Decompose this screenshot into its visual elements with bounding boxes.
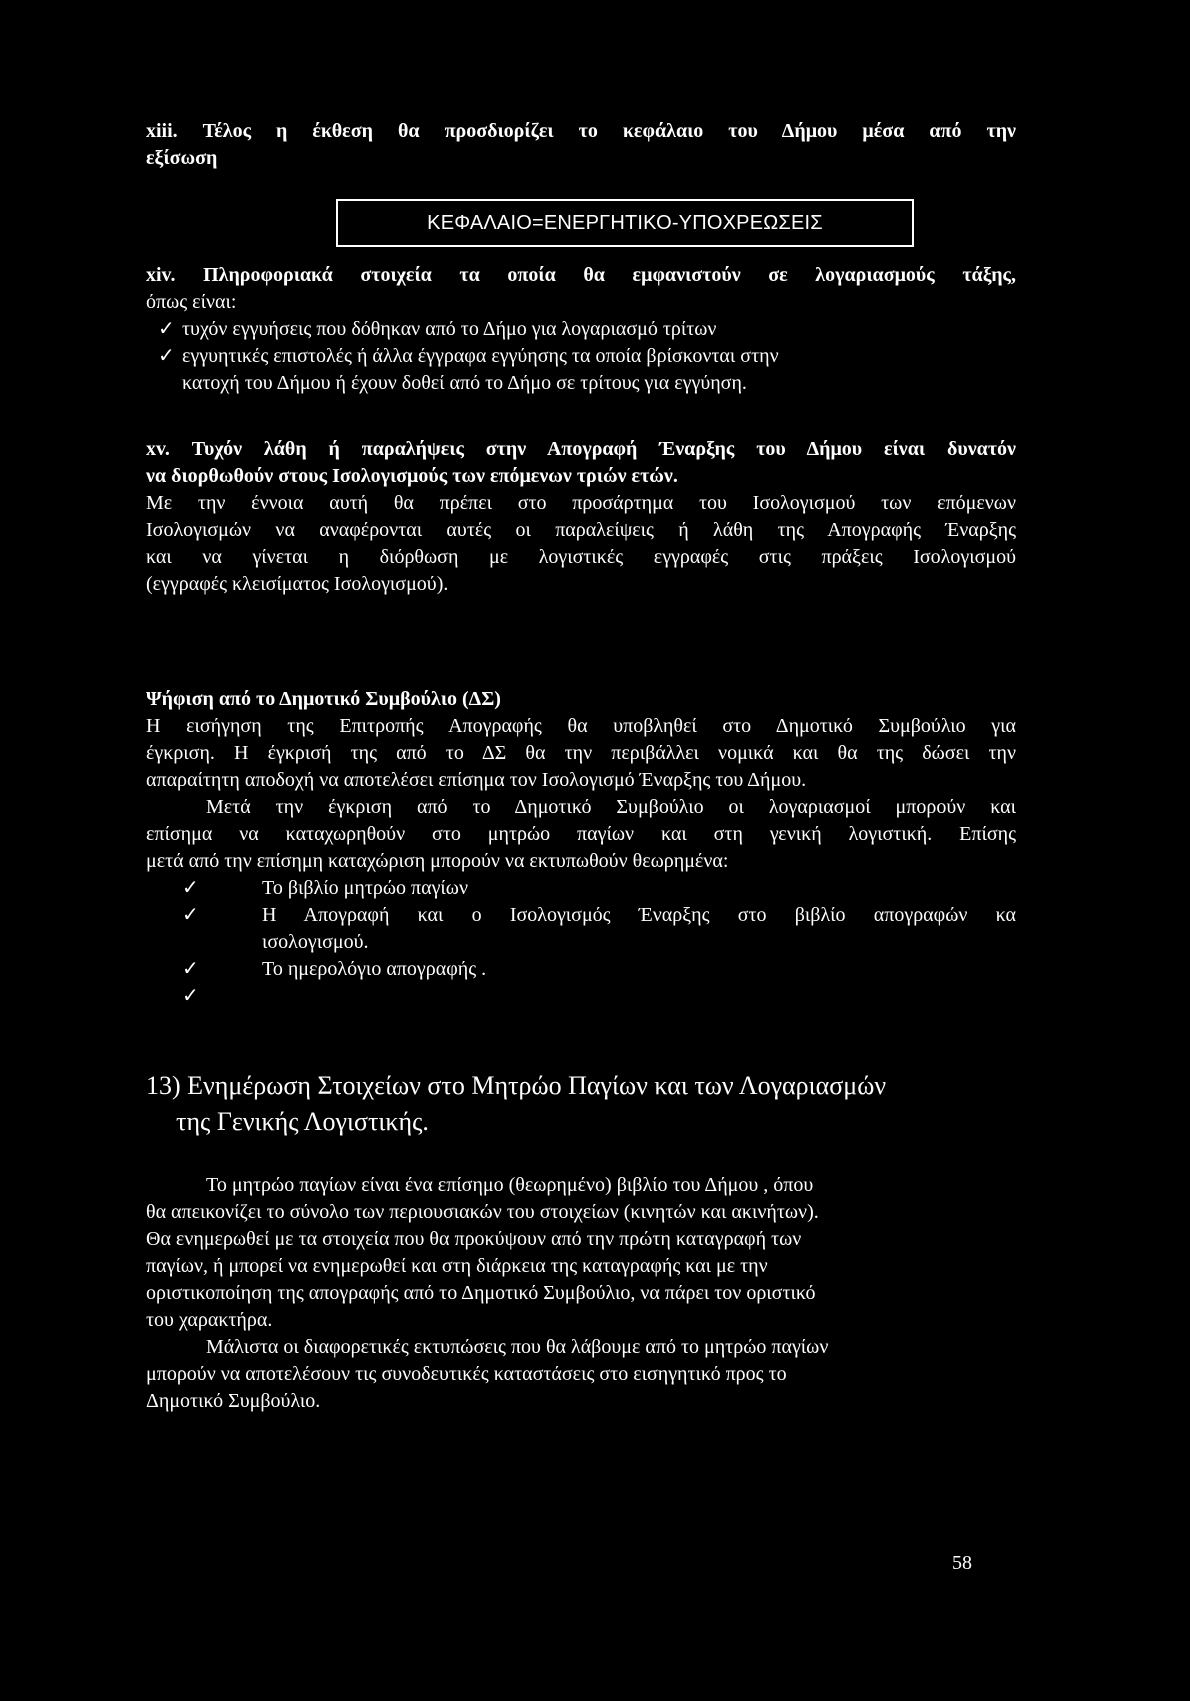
section-13-body <box>146 1172 1016 1415</box>
vote-para2-line: επίσημα να καταχωρηθούν στο μητρώο παγίων και στη γενική λογιστική. Επίσης <box>146 823 1016 845</box>
item-xv <box>146 436 1016 598</box>
vote-list-text <box>262 983 1016 1010</box>
vote-list-item <box>146 983 1016 1010</box>
vote-para2-line: Μετά την έγκριση από το Δημοτικό Συμβούλιο οι λογαριασμοί μπορούν και <box>206 796 1016 818</box>
check-icon: ✓ <box>182 958 199 980</box>
section-13-para2-line: Μάλιστα οι διαφορετικές εκτυπώσεις που θα λάβουμε από το μητρώο παγίων <box>206 1336 829 1358</box>
check-icon: ✓ <box>182 877 199 899</box>
check-icon: ✓ <box>158 318 175 340</box>
vote-para1-line: απαραίτητη αποδοχή να αποτελέσει επίσημα τον Ισολογισμό Έναρξης του Δήμου. <box>146 769 807 791</box>
vote-list-item <box>146 902 1016 929</box>
vote-para2-line: μετά από την επίσημη καταχώριση μπορούν να εκτυπωθούν θεωρημένα: <box>146 850 729 872</box>
item-xiv-bullet-continuation: κατοχή του Δήμου ή έχουν δοθεί από το Δήμο σε τρίτους για εγγύηση. <box>182 372 747 394</box>
item-xiii <box>146 118 1016 172</box>
item-xv-body-line: (εγγραφές κλεισίματος Ισολογισμού). <box>146 573 449 595</box>
item-xiii-line-1: xiii. Τέλος η έκθεση θα προσδιορίζει το κεφάλαιο του Δήμου μέσα από την <box>146 120 1016 142</box>
vote-list-text: ισολογισμού. <box>262 931 369 953</box>
item-xiv-bullet <box>146 316 1016 343</box>
section-13-heading <box>146 1068 1046 1140</box>
section-13-para1-line: θα απεικονίζει το σύνολο των περιουσιακών του στοιχείων (κινητών και ακινήτων). <box>146 1201 819 1223</box>
vote-para1-line: Η εισήγηση της Επιτροπής Απογραφής θα υποβληθεί στο Δημοτικό Συμβούλιο για <box>146 715 1016 737</box>
section-13-heading-line-1: 13) Ενημέρωση Στοιχείων στο Μητρώο Παγίων και των Λογαριασμών <box>146 1071 887 1100</box>
item-xv-body-line: Ισολογισμών να αναφέρονται αυτές οι παραλείψεις ή λάθη της Απογραφής Έναρξης <box>146 519 1016 541</box>
item-xiv-bullet-text: τυχόν εγγυήσεις που δόθηκαν από το Δήμο για λογαριασμό τρίτων <box>182 318 717 340</box>
vote-list-item <box>146 956 1016 983</box>
vote-heading: Ψήφιση από το Δημοτικό Συμβούλιο (ΔΣ) <box>146 688 501 710</box>
item-xiv-bullet-text: εγγυητικές επιστολές ή άλλα έγγραφα εγγύησης τα οποία βρίσκονται στην <box>182 345 779 367</box>
vote-list-text: Η Απογραφή και ο Ισολογισμός Έναρξης στο βιβλίο απογραφών κα <box>262 904 1016 926</box>
vote-para1-line: έγκριση. Η έγκρισή της από το ΔΣ θα την περιβάλλει νομικά και θα της δώσει την <box>146 742 1016 764</box>
section-13-para2-line: Δημοτικό Συμβούλιο. <box>146 1390 321 1412</box>
vote-list-text: Το βιβλίο μητρώο παγίων <box>262 877 469 899</box>
item-xv-title-line-2: να διορθωθούν στους Ισολογισμούς των επόμενων τριών ετών. <box>146 465 678 487</box>
section-13-para2-line: μπορούν να αποτελέσουν τις συνοδευτικές καταστάσεις στο εισηγητικό προς το <box>146 1363 787 1385</box>
check-icon: ✓ <box>158 345 175 367</box>
item-xiii-line-2: εξίσωση <box>146 147 218 169</box>
item-xiv-line-1: xiv. Πληροφοριακά στοιχεία τα οποία θα εμφανιστούν σε λογαριασμούς τάξης, <box>146 264 1016 286</box>
check-icon: ✓ <box>182 985 199 1007</box>
item-xiv <box>146 262 1016 397</box>
item-xv-body-line: και να γίνεται η διόρθωση με λογιστικές εγγραφές στις πράξεις Ισολογισμού <box>146 546 1016 568</box>
section-13-para1-line: Θα ενημερωθεί με τα στοιχεία που θα προκύψουν από την πρώτη καταγραφή των <box>146 1228 802 1250</box>
section-13-para1-line: οριστικοποίηση της απογραφής από το Δημοτικό Συμβούλιο, να πάρει τον οριστικό <box>146 1282 816 1304</box>
vote-list-item <box>146 875 1016 902</box>
vote-list-item-continuation <box>146 929 1016 956</box>
vote-list-text: Το ημερολόγιο απογραφής . <box>262 958 487 980</box>
section-13-para1-line: παγίων, ή μπορεί να ενημερωθεί και στη διάρκεια της καταγραφής και με την <box>146 1255 768 1277</box>
vote-section <box>146 686 1016 1010</box>
page-number: 58 <box>952 1552 972 1574</box>
item-xv-title-line-1: xv. Τυχόν λάθη ή παραλήψεις στην Απογραφή Έναρξης του Δήμου είναι δυνατόν <box>146 438 1016 460</box>
check-icon: ✓ <box>182 904 199 926</box>
section-13-para1-line: του χαρακτήρα. <box>146 1309 273 1331</box>
item-xiv-line-2: όπως είναι: <box>146 291 237 313</box>
item-xiv-bullet <box>146 343 1016 370</box>
item-xv-body-line: Με την έννοια αυτή θα πρέπει στο προσάρτημα του Ισολογισμού των επόμενων <box>146 492 1016 514</box>
section-13-heading-line-2: της Γενικής Λογιστικής. <box>176 1107 429 1136</box>
capital-equation-box: ΚΕΦΑΛΑΙΟ=ΕΝΕΡΓΗΤΙΚΟ-ΥΠΟΧΡΕΩΣΕΙΣ <box>336 199 914 247</box>
section-13-para1-line: Το μητρώο παγίων είναι ένα επίσημο (θεωρημένο) βιβλίο του Δήμου , όπου <box>206 1174 814 1196</box>
